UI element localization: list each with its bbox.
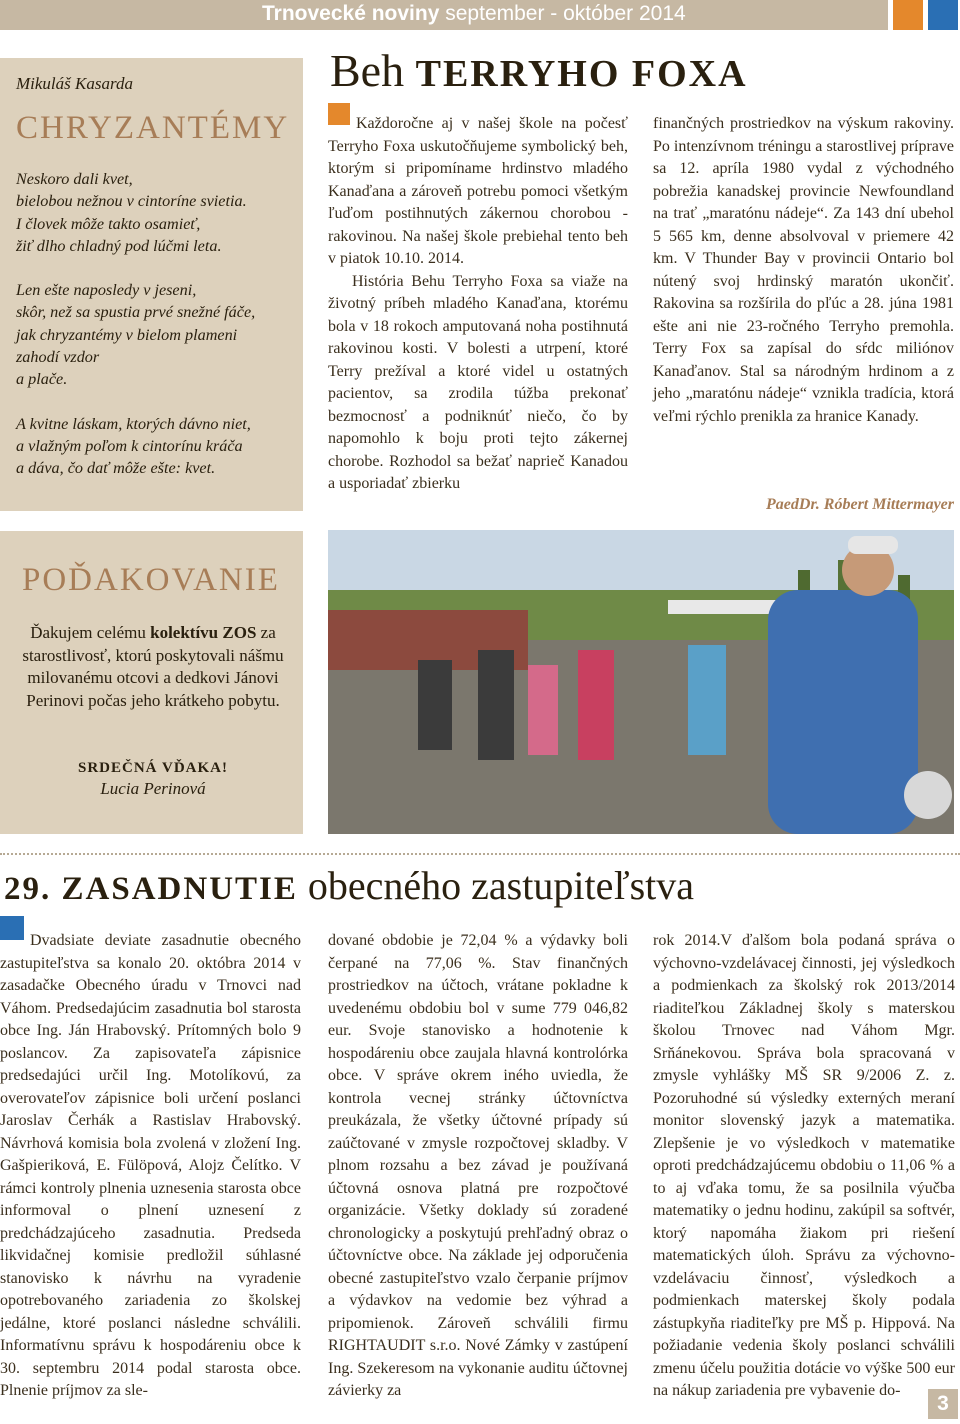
article-byline: PaedDr. Róbert Mittermayer bbox=[766, 496, 954, 513]
session-paragraph: dované obdobie je 72,04 % a výdavky boli čerpané na 77,06 %. Stav finančných prostriedkov na účtoch, vrátane pokladne k uvedenému obdobiu bol v sume 779 046,82 eur. Svoje stanovisko a hodnotenie k hospodáreniu obce zaujala hlavná kontrolórka obce. V správe okrem iného uviedla, že kontrola vecnej stránky účtovníctva preukázala, že všetky účtovné prípady sú zaúčtované v zmysle rozpočtovej skladby. V plnom rozsahu a bez závad je používaná účtovná osnova platná pre rozpočtové organizácie. Všetky doklady sú zoradené chronologicky a poskytujú prehľadný obraz o účtovníctve obce. Na základe jej odporučenia obecné zastupiteľstvo vzalo čerpanie príjmov a výdavkov na vedomie bez výhrad a pripomienok. Zároveň schválili firmu RIGHTAUDIT s.r.o. Nové Zámky v zastúpení Ing. Szekeresom na vykonanie auditu účtovnej závierky za bbox=[328, 932, 628, 1399]
article-paragraph: Každoročne aj v našej škole na počesť Terryho Foxa uskutočňujeme symbolický beh, ktorým si pripomíname hrdinstvo mladého Kanaďana a zároveň potrebu pomoci všetkým ľuďom postihnutých zákernou chorobou - rakovinou. Na našej škole prebiehal tento beh v piatok 10.10. 2014. bbox=[328, 113, 628, 271]
session-title-caps: ZASADNUTIE bbox=[61, 871, 298, 907]
article-title bbox=[330, 44, 748, 97]
poem-stanza: A kvitne láskam, ktorých dávno niet, a vlažným poľom k cintorínu kráča a dáva, čo dať môže ešte: kvet. bbox=[16, 414, 251, 478]
thanks-text-end: za starostlivosť, ktorú poskytovali nášmu milovanému otcovi a dedkovi Jánovi Perinovi počas jeho krátkeho pobytu. bbox=[22, 623, 284, 710]
poem-text bbox=[16, 168, 296, 502]
thanks-text-bold: kolektívu ZOS bbox=[150, 623, 257, 642]
blue-bullet-icon bbox=[0, 916, 24, 940]
thanks-text-start: Ďakujem celému bbox=[30, 623, 151, 642]
page-number: 3 bbox=[928, 1389, 958, 1419]
article-column-1 bbox=[328, 113, 628, 496]
masthead bbox=[262, 2, 686, 26]
session-column-2 bbox=[328, 930, 628, 1403]
orange-bullet-icon bbox=[328, 103, 350, 125]
thanks-title: POĎAKOVANIE bbox=[22, 562, 280, 598]
poem-author: Mikuláš Kasarda bbox=[16, 74, 133, 93]
session-title bbox=[4, 862, 694, 909]
thanks-text bbox=[18, 622, 288, 712]
session-column-1 bbox=[0, 930, 301, 1403]
event-photo bbox=[328, 530, 954, 834]
photo-illustration bbox=[328, 530, 954, 834]
article-paragraph: finančných prostriedkov na výskum rakoviny. Po intenzívnom tréningu a starostlivej príprave sa 12. apríla 1980 vydal z východného pobrežia kanadskej provincie Newfoundland na trať „maratónu nádeje“. Za 143 dní ubehol 5 565 km, denne absolvoval v priemere 42 km. V Thunder Bay v provincii Ontario bol nútený svoj hrdinský maratón ukončiť. Rakovina sa rozšírila do pľúc a 28. júna 1981 ešte ani nie 23-ročného Terryho premohla. Terry Fox sa zapísal do sŕdc miliónov Kanaďanov. Stal sa národným hrdinom a z jeho „maratónu nádeje“ vznikla tradícia, ktorá veľmi rýchlo prenikla za hranice Kanady. bbox=[653, 115, 954, 425]
article-column-2 bbox=[653, 113, 954, 428]
thanks-name: Lucia Perinová bbox=[100, 779, 206, 798]
orange-square-icon bbox=[893, 0, 923, 30]
masthead-issue: september - október 2014 bbox=[445, 2, 686, 25]
poem-stanza: Len ešte naposledy v jeseni, skôr, než sa spustia prvé snežné fáče, jak chryzantémy v bielom plameni zahodí vzdor a plače. bbox=[16, 281, 256, 389]
article-title-plain: Beh bbox=[330, 45, 416, 96]
session-column-3 bbox=[653, 930, 955, 1403]
poem-stanza: Neskoro dali kvet, bielobou nežnou v cintoríne svietia. I človek môže takto osamieť, žiť dlho chladný pod lúčmi leta. bbox=[16, 170, 247, 255]
session-paragraph: rok 2014.V ďalšom bola podaná správa o výchovno-vzdelávacej činnosti, jej výsledkoch a podmienkach za školský rok 2013/2014 riaditeľkou Základnej školy s materskou školou Trnovec nad Váhom Mgr. Srňánekovou. Správa bola spracovaná v zmysle vyhlášky MŠ SR 9/2006 Z. z. Pozoruhodné sú výsledky externých meraní monitor slovenský jazyk a matematika. Zlepšenie je vo výsledkoch v matematike oproti predchádzajúcemu obdobiu o 11,06 % a to aj vďaka tomu, že sa posilnila výučba matematiky o jednu hodinu, zakúpil sa softvér, ktorý napomáha žiakom pri riešení matematických úloh. Správu za výchovno-vzdelávaciu činnosť, výsledkoch a podmienkach materskej školy podala zástupkyňa riaditeľky pre MŠ p. Hippová. Na požiadanie vedenia školy poslanci schválili zmenu účelu použitia dotácie vo výške 500 eur na nákup zariadenia pre vybavenie do- bbox=[653, 932, 955, 1399]
dotted-divider bbox=[0, 853, 960, 855]
article-paragraph: História Behu Terryho Foxa sa viaže na životný príbeh mladého Kanaďana, ktorému bola v 18 rokoch amputovaná noha postihnutá rakovinou kosti. V bolesti a utrpení, ktoré Terry prežíval a ktoré videl u ostatných pacientov, sa zrodila túžba prekonať bezmocnosť a podniknúť niečo, čo by napomohlo k boju proti tejto zákernej chorobe. Rozhodol sa bežať naprieč Kanadou a usporiadať zbierku bbox=[328, 272, 628, 492]
session-paragraph: Dvadsiate deviate zasadnutie obecného zastupiteľstva sa konalo 20. októbra 2014 v zasadačke Obecného úradu v Trnovci nad Váhom. Predsedajúcim zasadnutia bol starosta obce Ing. Ján Hrabovský. Prítomných bolo 9 poslancov. Za zapisovateľa zápisnice predsedajúci určil Ing. Motolíkovú, za overovateľov zápisnice boli určení poslanci Jaroslav Čerhák a Rastislav Hrabovský. Návrhová komisia bola zvolená v zložení Ing. Gašpieriková, E. Fülöpová, Alojz Čelítko. V rámci kontroly plnenia uznesenia starosta obce informoval o plnení uznesení z predchádzajúceho zasadnutia. Predseda likvidačnej komisie predložil súhlasné stanovisko k návrhu na vyradenie opotrebovaného zariadenia zo školskej jedálne, ktoré poslanci následne schválili. Informatívnu správu k hospodáreniu obce k 30. septembru 2014 podal starosta obce. Plnenie príjmov za sle- bbox=[0, 930, 301, 1403]
masthead-title: Trnovecké noviny bbox=[262, 2, 440, 25]
blue-square-icon bbox=[928, 0, 958, 30]
session-title-plain: obecného zastupiteľstva bbox=[297, 863, 695, 908]
thanks-sign: SRDEČNÁ VĎAKA! bbox=[78, 760, 228, 776]
poem-title: CHRYZANTÉMY bbox=[16, 110, 290, 146]
article-title-caps: TERRYHO FOXA bbox=[415, 53, 748, 95]
session-title-number: 29. bbox=[4, 871, 62, 907]
